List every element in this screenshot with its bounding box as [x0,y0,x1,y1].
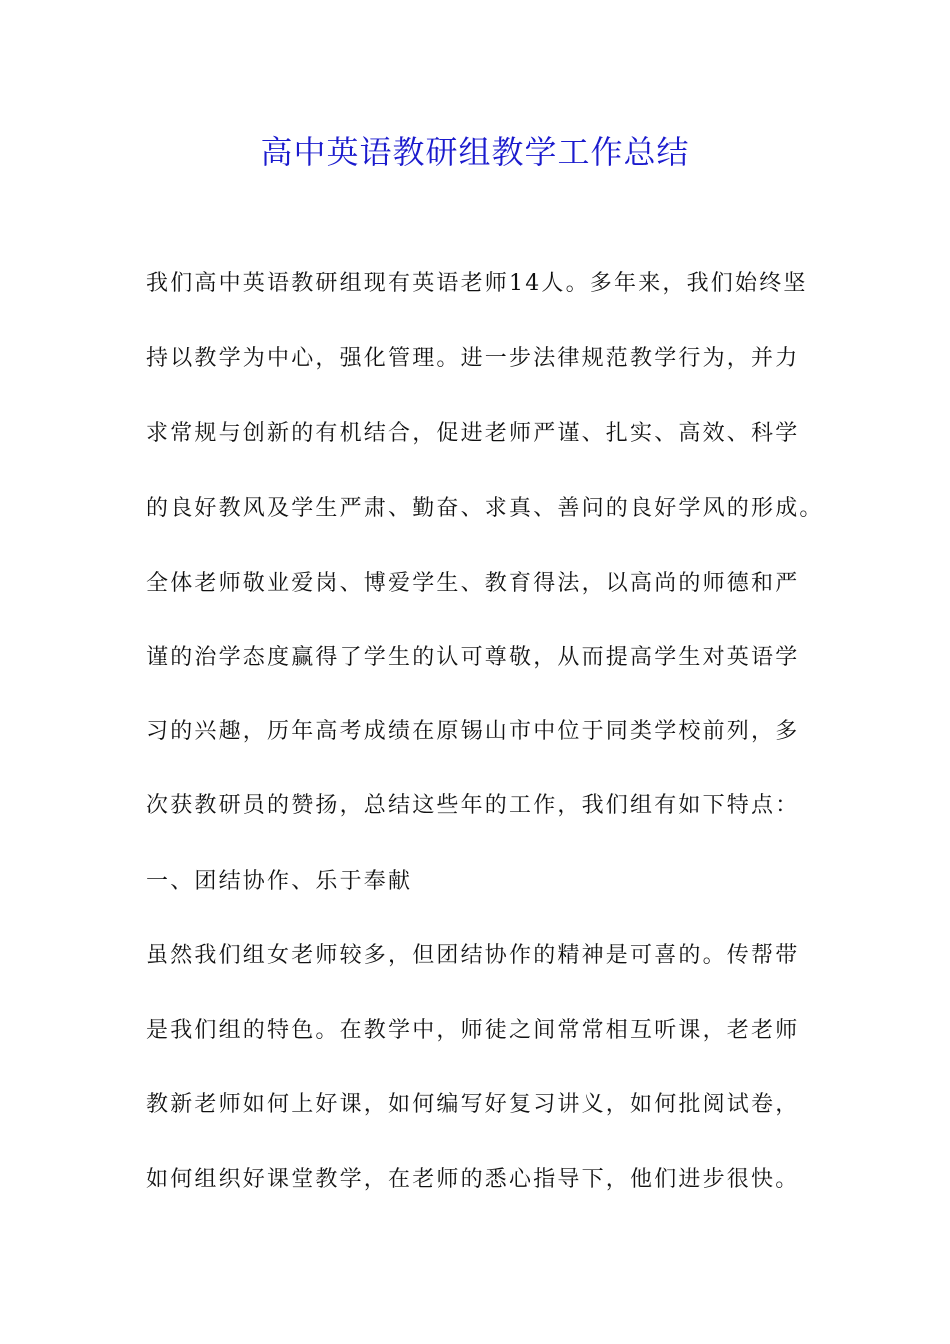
paragraph-line: 的良好教风及学生严肃、勤奋、求真、善问的良好学风的形成。 [146,496,824,521]
paragraph-line: 谨的治学态度赢得了学生的认可尊敬，从而提高学生对英语学 [146,645,800,670]
paragraph-line: 持以教学为中心，强化管理。进一步法律规范教学行为，并力 [146,346,800,371]
paragraph-line: 虽然我们组女老师较多，但团结协作的精神是可喜的。传帮带 [146,943,800,968]
paragraph-line: 全体老师敬业爱岗、博爱学生、教育得法，以高尚的师德和严 [146,571,800,596]
paragraph-line: 习的兴趣，历年高考成绩在原锡山市中位于同类学校前列，多 [146,719,800,744]
document-title: 高中英语教研组教学工作总结 [260,133,690,171]
paragraph-line: 次获教研员的赞扬，总结这些年的工作，我们组有如下特点： [146,793,800,818]
paragraph-line: 我们高中英语教研组现有英语老师14人。多年来，我们始终坚 [146,271,808,296]
paragraph-line: 求常规与创新的有机结合，促进老师严谨、扎实、高效、科学 [146,421,800,446]
paragraph-line: 如何组织好课堂教学，在老师的悉心指导下，他们进步很快。 [146,1167,800,1192]
paragraph-line: 教新老师如何上好课，如何编写好复习讲义，如何批阅试卷， [146,1092,800,1117]
paragraph-line: 是我们组的特色。在教学中，师徒之间常常相互听课，老老师 [146,1018,800,1043]
section-heading: 一、团结协作、乐于奉献 [146,869,413,894]
